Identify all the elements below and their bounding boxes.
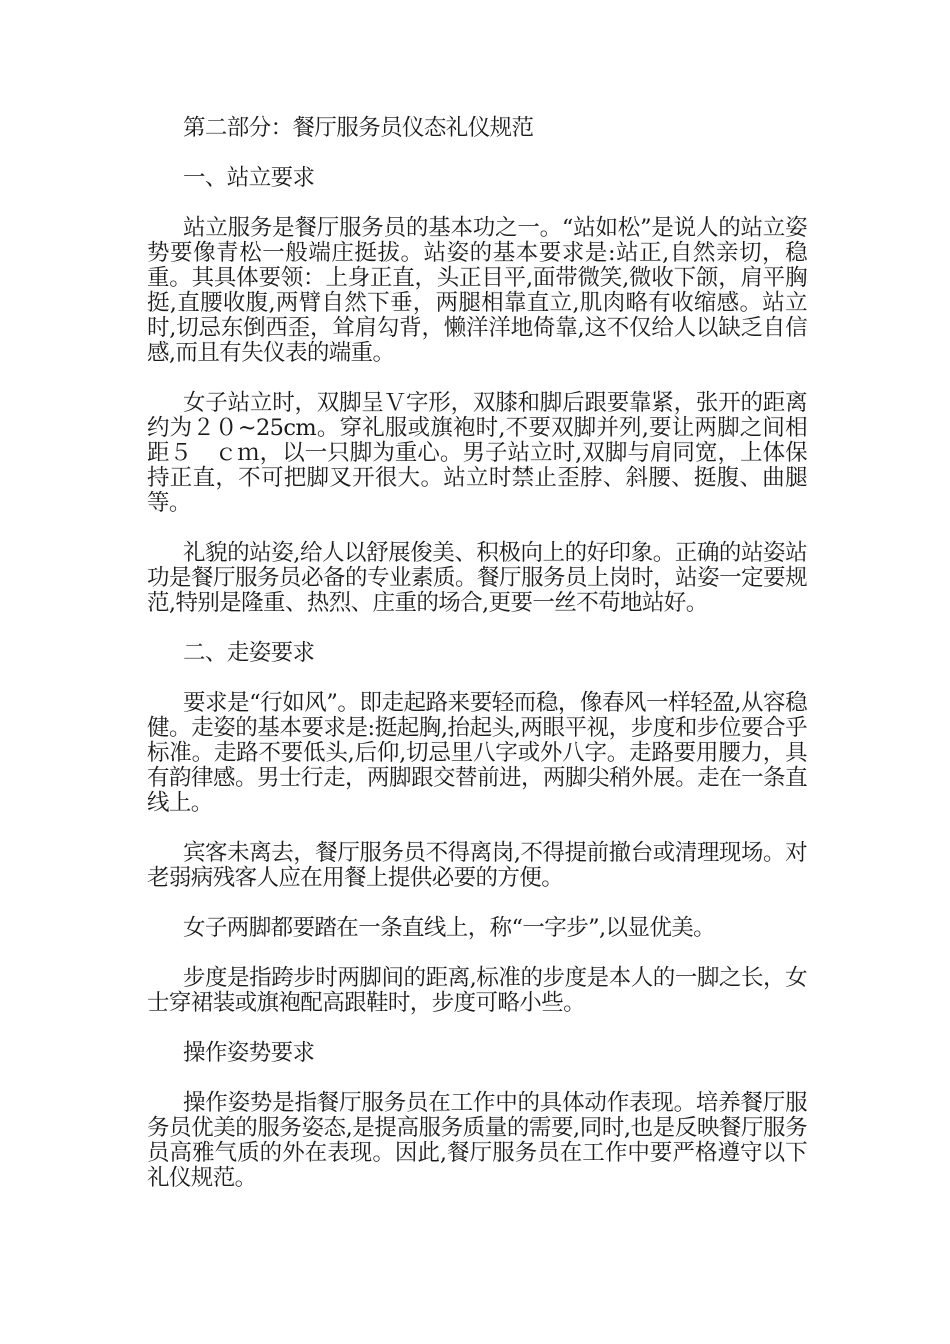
- section-heading-standing: 一、站立要求: [183, 165, 315, 191]
- paragraph-standing-basics: 站立服务是餐厅服务员的基本功之一。“站如松”是说人的站立姿势要像青松一般端庄挺拔。站姿的基本要求是:站正,自然亲切，稳重。其具体要领：上身正直，头正目平,面带微笑,微收下颌，肩平胸挺,直腰收腹,两臂自然下垂，两腿相靠直立,肌肉略有收缩感。站立时,切忌东倒西歪，耸肩勾背，懒洋洋地倚靠,这不仅给人以缺乏自信感,而且有失仪表的端重。: [147, 215, 807, 366]
- paragraph-walking-women: 女子两脚都要踏在一条直线上，称“一字步”,以显优美。: [183, 915, 716, 941]
- paragraph-standing-posture: 女子站立时，双脚呈Ｖ字形，双膝和脚后跟要靠紧，张开的距离约为２０~25cm。穿礼服或旗袍时,不要双脚并列,要让两脚之间相距５ ｃｍ，以一只脚为重心。男子站立时,双脚与肩同宽，上体保持正直，不可把脚叉开很大。站立时禁止歪脖、斜腰、挺腹、曲腿等。: [147, 390, 807, 516]
- document-title: 第二部分：餐厅服务员仪态礼仪规范: [183, 115, 534, 141]
- section-heading-walking: 二、走姿要求: [183, 640, 315, 666]
- paragraph-walking-stride: 步度是指跨步时两脚间的距离,标准的步度是本人的一脚之长，女士穿裙装或旗袍配高跟鞋时，步度可略小些。: [147, 965, 807, 1016]
- document-body: [147, 116, 807, 1191]
- paragraph-operation-posture: 操作姿势是指餐厅服务员在工作中的具体动作表现。培养餐厅服务员优美的服务姿态,是提高服务质量的需要,同时,也是反映餐厅服务员高雅气质的外在表现。因此,餐厅服务员在工作中要严格遵守以下礼仪规范。: [147, 1090, 807, 1191]
- paragraph-walking-basics: 要求是“行如风”。即走起路来要轻而稳，像春风一样轻盈,从容稳健。走姿的基本要求是:挺起胸,抬起头,两眼平视，步度和步位要合乎标准。走路不要低头,后仰,切忌里八字或外八字。走路要用腰力，具有韵律感。男士行走，两脚跟交替前进，两脚尖稍外展。走在一条直线上。: [147, 690, 807, 816]
- paragraph-standing-etiquette: 礼貌的站姿,给人以舒展俊美、积极向上的好印象。正确的站姿站功是餐厅服务员必备的专业素质。餐厅服务员上岗时，站姿一定要规范,特别是隆重、热烈、庄重的场合,更要一丝不苟地站好。: [147, 540, 807, 616]
- section-heading-operation: 操作姿势要求: [183, 1040, 315, 1066]
- paragraph-walking-guests: 宾客未离去，餐厅服务员不得离岗,不得提前撤台或清理现场。对老弱病残客人应在用餐上提供必要的方便。: [147, 840, 807, 891]
